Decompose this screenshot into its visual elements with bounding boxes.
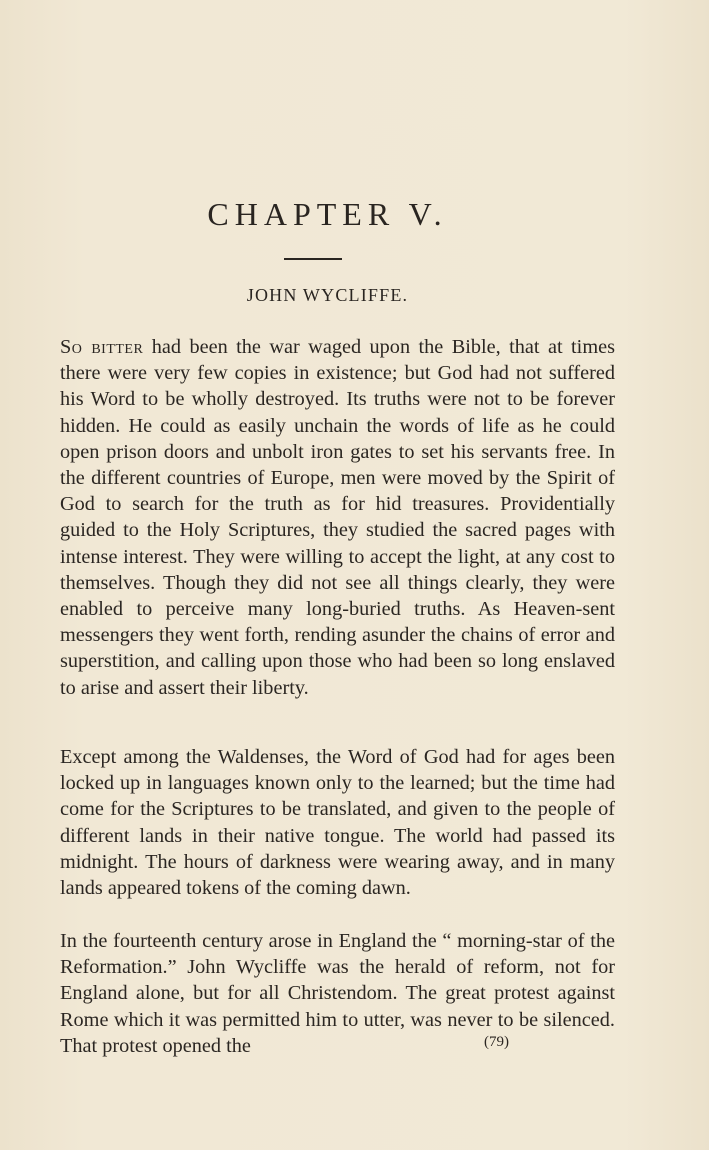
paragraph-1-text: had been the war waged upon the Bible, that at times there were very few copies in existence; but God had not suffered his Word to be wholly destroyed. Its truths were not to be forever hidden. He could as easily unchain the words of life as he could open prison doors and unbolt iron gates to set his servants free. In the different countries of Europe, men were moved by the Spirit of God to search for the truth as for hid treasures. Providentially guided to the Holy Scriptures, they studied the sacred pages with intense interest. They were willing to accept the light, at any cost to themselves. Though they did not see all things clearly, they were enabled to perceive many long-buried truths. As Heaven-sent messengers they went forth, rending asunder the chains of error and superstition, and calling upon those who had been so long enslaved to arise and assert their liberty.	[60, 336, 615, 699]
chapter-title: CHAPTER V.	[207, 196, 448, 232]
paragraph-1	[60, 334, 615, 701]
section-title: JOHN WYCLIFFE.	[246, 285, 409, 305]
title-rule	[284, 258, 342, 260]
paragraph-3: In the fourteenth century arose in England the “ morning-star of the Reformation.” John Wycliffe was the herald of reform, not for England alone, but for all Christendom. The great protest against Rome which it was permitted him to utter, was never to be silenced. That protest opened the	[60, 930, 615, 1057]
paragraph-1-lead: So bitter	[60, 336, 144, 358]
paragraph-2: Except among the Waldenses, the Word of God had for ages been locked up in languages known only to the learned; but the time had come for the Scriptures to be translated, and given to the people of different lands in their native tongue. The world had passed its midnight. The hours of darkness were wearing away, and in many lands appeared tokens of the coming dawn.	[60, 746, 615, 900]
page-number: (79)	[484, 1034, 509, 1050]
